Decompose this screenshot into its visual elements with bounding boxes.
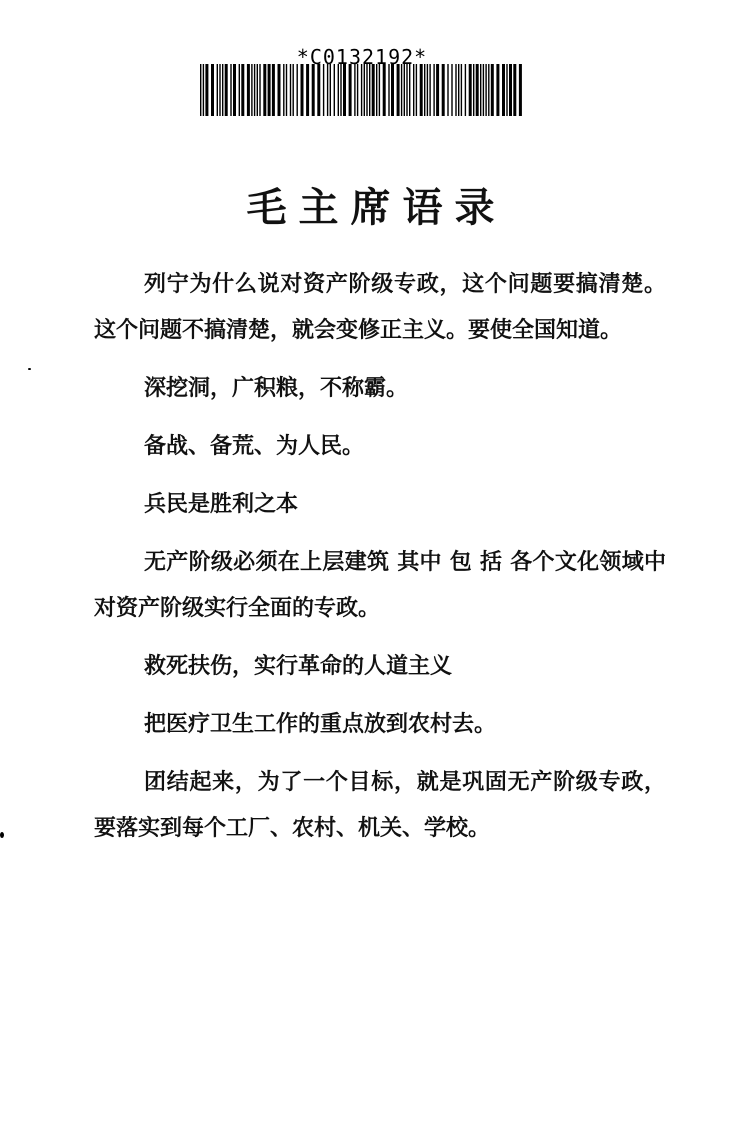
barcode-bar [312,64,315,116]
barcode-bar [254,64,255,116]
barcode-bar [480,64,481,116]
barcode-bar [391,64,394,116]
barcode-bar [447,64,448,116]
barcode-bar [343,64,346,116]
barcode-bar [427,64,428,116]
barcode-bar [496,64,499,116]
quotation-paragraph: 兵民是胜利之本 [144,492,299,517]
barcode-bar [330,64,331,116]
barcode-bar [200,64,201,116]
barcode-bars [200,64,524,116]
barcode-bar [485,64,486,116]
quotation-paragraph: 无产阶级必须在上层建筑 其中 包 括 各个文化领域中对资产阶级实行全面的专政。 [94,550,666,621]
barcode-bar [357,64,358,116]
barcode-bar [509,64,512,116]
barcode-bar [473,64,474,116]
barcode-bar [217,64,218,116]
barcode-bar [364,64,365,116]
barcode-bar [483,64,484,116]
barcode-bar [317,64,320,116]
page-title: 毛主席语录 [246,184,507,231]
barcode-bar [416,64,417,116]
barcode-bar [406,64,407,116]
quotation-paragraph: 救死扶伤，实行革命的人道主义 [144,654,453,679]
barcode-bar [366,64,367,116]
barcode-bar [205,64,208,116]
barcode-bar [413,64,414,116]
barcode-bar [241,64,244,116]
scan-speck [0,832,4,838]
quotation-paragraph: 把医疗卫生工作的重点放到农村去。 [144,712,497,737]
barcode-bar [513,64,516,116]
barcode-bar [369,64,370,116]
barcode-bar [376,64,377,116]
quotation-paragraph: 列宁为什么说对资产阶级专政，这个问题要搞清楚。这个问题不搞清楚，就会变修正主义。要使全国知道。 [94,272,666,343]
barcode-bar [354,64,355,116]
barcode-bar [222,64,223,116]
barcode-bar [283,64,284,116]
barcode-bar [278,64,281,116]
barcode-bar [239,64,240,116]
barcode-number: *C0132192* [296,45,428,69]
barcode-bar [301,64,304,116]
barcode-bar [372,64,375,116]
quotation-paragraph: 深挖洞，广积粮，不称霸。 [144,376,409,401]
barcode-bar [502,64,505,116]
barcode-bar [230,64,231,116]
barcode-bar [263,64,266,116]
barcode-bar [455,64,456,116]
barcode-bar [461,64,462,116]
barcode-bar [247,64,250,116]
barcode-bar [297,64,298,116]
barcode-bar [340,64,341,116]
barcode-bar [420,64,423,116]
barcode-bar [519,64,522,116]
barcode-bar [429,64,430,116]
barcode-bar [211,64,214,116]
barcode-bar [286,64,287,116]
barcode-bar [424,64,425,116]
barcode-bar [383,64,386,116]
barcode-bar [436,64,439,116]
barcode-bar [433,64,434,116]
barcode-bar [379,64,380,116]
barcode-bar [334,64,335,116]
quotations-body [94,262,666,864]
quotation-paragraph: 备战、备荒、为人民。 [144,434,365,459]
barcode-bar [272,64,275,116]
barcode-bar [306,64,309,116]
barcode-bar [225,64,228,116]
barcode-bar [338,64,339,116]
barcode-bar [506,64,507,116]
barcode-bar [327,64,328,116]
barcode-bar [251,64,252,116]
quotation-paragraph: 团结起来，为了一个目标，就是巩固无产阶级专政，要落实到每个工厂、农村、机关、学校。 [94,770,666,841]
barcode-bar [451,64,452,116]
barcode-bar [268,64,271,116]
barcode-bar [290,64,291,116]
barcode-bar [397,64,400,116]
barcode-bar [404,64,405,116]
barcode-bar [203,64,204,116]
barcode-bar [233,64,236,116]
barcode-bar [458,64,459,116]
barcode-bar [401,64,402,116]
barcode [200,46,524,118]
barcode-bar [259,64,260,116]
barcode-bar [442,64,445,116]
barcode-bar [388,64,389,116]
barcode-bar [257,64,258,116]
barcode-bar [293,64,294,116]
scan-speck [28,368,31,370]
barcode-bar [491,64,494,116]
barcode-bar [219,64,220,116]
barcode-bar [488,64,489,116]
barcode-bar [323,64,324,116]
barcode-bar [349,64,352,116]
barcode-bar [361,64,362,116]
barcode-bar [465,64,466,116]
barcode-bar [469,64,472,116]
barcode-bar [476,64,479,116]
barcode-bar [409,64,410,116]
